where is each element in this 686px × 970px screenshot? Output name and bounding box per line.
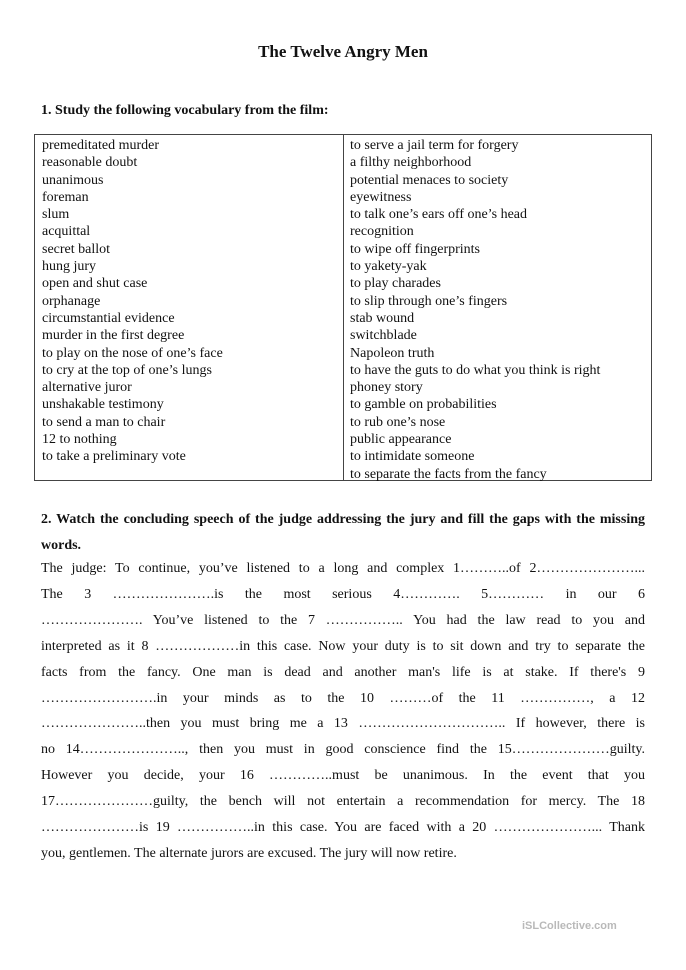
vocabulary-item: secret ballot xyxy=(42,241,111,257)
vocabulary-item: phoney story xyxy=(350,380,423,396)
vocabulary-item: eyewitness xyxy=(350,189,412,205)
vocabulary-item: hung jury xyxy=(42,259,97,275)
vocabulary-item: slum xyxy=(42,207,70,223)
vocabulary-item: unanimous xyxy=(42,172,104,188)
speech-line: However you decide, your 16 …………..must be unanimous. In the event that you xyxy=(41,768,645,784)
vocabulary-item: public appearance xyxy=(350,432,452,448)
vocabulary-left-column xyxy=(42,137,337,466)
vocabulary-item: murder in the first degree xyxy=(42,328,185,344)
vocabulary-item: to have the guts to do what you think is right xyxy=(350,362,601,378)
speech-line: …………………is 19 ……………..in this case. You are faced with a 20 …………………... Thank xyxy=(41,820,645,836)
speech-line: facts from the fancy. One man is dead and another man's life is at stake. If there's 9 xyxy=(41,664,645,680)
vocabulary-item: to slip through one’s fingers xyxy=(350,293,508,309)
vocabulary-item: unshakable testimony xyxy=(42,397,164,413)
speech-line: …………………….in your minds as to the 10 ………of the 11 ……………, a 12 xyxy=(41,690,645,706)
vocabulary-item: orphanage xyxy=(42,293,101,309)
vocabulary-item: a filthy neighborhood xyxy=(350,155,472,171)
vocabulary-item: circumstantial evidence xyxy=(42,310,175,326)
section-2-heading: 2. Watch the concluding speech of the judge addressing the jury and fill the gaps with the missing words. xyxy=(41,512,645,553)
speech-line: interpreted as it 8 ………………in this case. Now your duty is to sit down and try to separate the xyxy=(41,638,645,654)
vocabulary-item: to yakety-yak xyxy=(350,259,427,275)
vocabulary-item: to separate the facts from the fancy xyxy=(350,466,547,482)
vocabulary-item: to wipe off fingerprints xyxy=(350,241,480,257)
vocabulary-item: reasonable doubt xyxy=(42,155,138,171)
section-1-heading: 1. Study the following vocabulary from the film: xyxy=(41,103,329,118)
vocabulary-item: to send a man to chair xyxy=(42,414,166,430)
vocabulary-item: to cry at the top of one’s lungs xyxy=(42,362,212,378)
vocabulary-item: to rub one’s nose xyxy=(350,414,446,430)
vocabulary-item: Napoleon truth xyxy=(350,345,435,361)
speech-line: you, gentlemen. The alternate jurors are excused. The jury will now retire. xyxy=(41,845,457,861)
vocabulary-item: to serve a jail term for forgery xyxy=(350,138,519,153)
judge-speech-paragraph xyxy=(41,556,645,867)
vocabulary-item: recognition xyxy=(350,224,414,240)
vocabulary-item: 12 to nothing xyxy=(42,432,117,448)
vocabulary-right-column xyxy=(350,137,650,483)
vocabulary-item: stab wound xyxy=(350,310,415,326)
watermark: iSLCollective.com xyxy=(522,920,617,932)
vocabulary-item: acquittal xyxy=(42,224,91,240)
speech-line: The judge: To continue, you’ve listened to a long and complex 1………..of 2…………………... xyxy=(41,561,645,576)
vocabulary-item: to gamble on probabilities xyxy=(350,397,497,413)
vocabulary-item: alternative juror xyxy=(42,380,132,396)
vocabulary-item: foreman xyxy=(42,189,89,205)
vocabulary-item: potential menaces to society xyxy=(350,172,509,188)
vocabulary-item: to intimidate someone xyxy=(350,449,475,465)
vocabulary-table xyxy=(34,134,652,481)
vocabulary-item: switchblade xyxy=(350,328,417,344)
vocabulary-item: to play charades xyxy=(350,276,441,292)
speech-line: …………………..then you must bring me a 13 ………………………….. If however, there is xyxy=(41,716,645,732)
vocabulary-item: to talk one’s ears off one’s head xyxy=(350,207,528,223)
speech-line: 17…………………guilty, the bench will not entertain a recommendation for mercy. The 18 xyxy=(41,794,645,810)
page-title: The Twelve Angry Men xyxy=(258,42,428,61)
table-divider xyxy=(343,135,344,480)
speech-line: no 14………………….., then you must in good conscience find the 15…………………guilty. xyxy=(41,742,645,758)
vocabulary-item: to play on the nose of one’s face xyxy=(42,345,223,361)
speech-line: …………………. You’ve listened to the 7 …………….. You had the law read to you and xyxy=(41,612,645,628)
vocabulary-item: open and shut case xyxy=(42,276,148,292)
speech-line: The 3 ………………….is the most serious 4…………. 5………… in our 6 xyxy=(41,586,645,602)
vocabulary-item: premeditated murder xyxy=(42,138,160,153)
vocabulary-item: to take a preliminary vote xyxy=(42,449,186,465)
